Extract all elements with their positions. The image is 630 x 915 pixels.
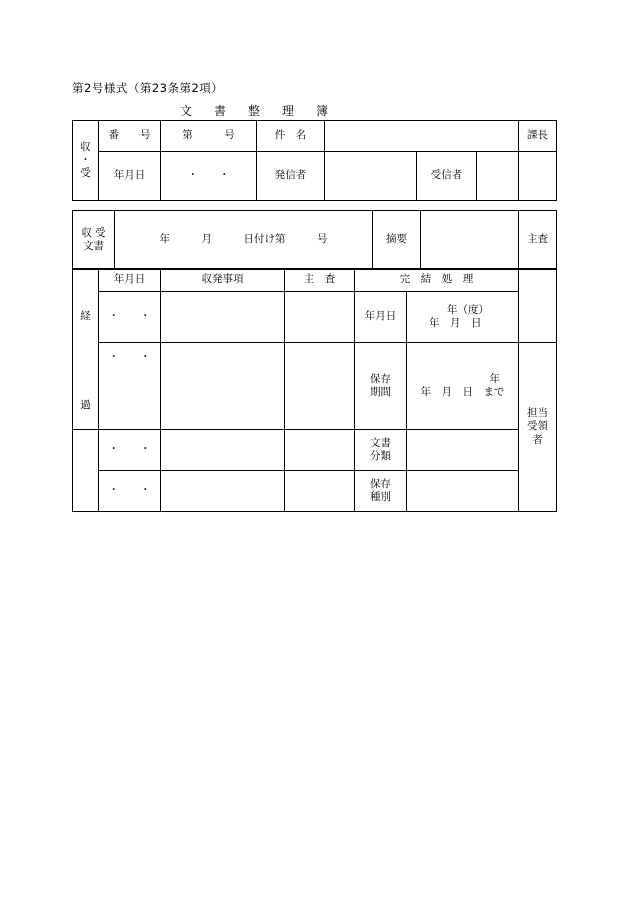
progress-row3-comp-value[interactable] [407, 430, 519, 471]
sender-value[interactable] [325, 152, 417, 201]
date-label: 年月日 [99, 152, 161, 201]
progress-row3-comp-label-line2: 分類 [370, 450, 391, 462]
progress-row2-comp-value-line2: 年 月 日 まで [420, 386, 505, 398]
progress-row2-matter[interactable] [161, 343, 285, 430]
progress-row2-inspector[interactable] [285, 343, 355, 430]
progress-row3-date[interactable]: ・ ・ [99, 430, 161, 471]
table-row [73, 471, 557, 512]
progress-row3-comp-label [355, 430, 407, 471]
progress-header-completion: 完 結 処 理 [355, 269, 519, 292]
progress-row1-matter[interactable] [161, 292, 285, 343]
header-number: 番 号 [99, 121, 161, 152]
progress-header-matter: 収発事項 [161, 269, 285, 292]
table-row [73, 292, 557, 343]
receipt-side-label-line1: 収 [80, 140, 91, 153]
inspector-label: 主査 [519, 211, 557, 270]
progress-table [72, 268, 557, 512]
summary-label: 摘要 [373, 211, 421, 270]
progress-side-label-line2: 過 [80, 399, 91, 412]
date-value[interactable]: ・ ・ [161, 152, 257, 201]
progress-row3-comp-label-line1: 文書 [370, 436, 391, 449]
summary-value[interactable] [421, 211, 519, 270]
progress-right-label [519, 343, 557, 512]
receipt-side-label-line2: ・ [80, 153, 91, 166]
progress-row1-comp-value-line2: 年 月 日 [429, 317, 482, 329]
progress-side-label-2 [73, 343, 99, 430]
progress-row2-comp-label [355, 343, 407, 430]
progress-row3-inspector[interactable] [285, 430, 355, 471]
progress-header-inspector: 主 査 [285, 269, 355, 292]
table-row [73, 430, 557, 471]
header-subject-value[interactable] [325, 121, 519, 152]
progress-right-label-line3: 者 [532, 433, 543, 446]
progress-header-date: 年月日 [99, 269, 161, 292]
progress-right-label-line1: 担当 [527, 407, 548, 420]
progress-side-label-top [73, 269, 99, 292]
progress-row4-comp-value[interactable] [407, 471, 519, 512]
document-title: 文 書 整 理 簿 [180, 104, 334, 118]
progress-row4-comp-label-line1: 保存 [370, 477, 391, 490]
progress-right-label-line2: 受領 [527, 420, 548, 433]
header-issue-number: 第 号 [161, 121, 257, 152]
received-doc-side-label-line1: 収 受 [81, 226, 106, 239]
form-number: 第2号様式（第23条第2項） [72, 81, 224, 95]
receipt-table [72, 120, 557, 201]
progress-header-right [519, 269, 557, 292]
received-doc-side-label-line2: 文書 [83, 240, 104, 252]
progress-side-label-1 [73, 292, 99, 343]
progress-row4-matter[interactable] [161, 471, 285, 512]
table-row [73, 269, 557, 292]
progress-row4-inspector[interactable] [285, 471, 355, 512]
received-document-table [72, 210, 557, 270]
progress-row4-date[interactable]: ・ ・ [99, 471, 161, 512]
header-subject: 件 名 [257, 121, 325, 152]
receipt-side-label-line3: 受 [80, 167, 91, 180]
progress-row1-date[interactable]: ・ ・ [99, 292, 161, 343]
table-row [73, 152, 557, 201]
progress-row1-comp-value-line1: 年（度） [447, 303, 489, 316]
received-doc-side-label [73, 211, 115, 270]
progress-side-label-3 [73, 430, 99, 471]
receiver-value[interactable] [477, 152, 519, 201]
progress-row2-comp-value[interactable] [407, 343, 519, 430]
progress-row2-comp-label-line1: 保存 [370, 372, 391, 385]
chief-value[interactable] [519, 152, 557, 201]
progress-row2-date[interactable]: ・ ・ [99, 343, 161, 430]
progress-side-label-line1: 経 [80, 310, 91, 323]
sender-label: 発信者 [257, 152, 325, 201]
table-row [73, 211, 557, 270]
progress-row1-right[interactable] [519, 292, 557, 343]
progress-row1-comp-value[interactable] [407, 292, 519, 343]
progress-row1-comp-label: 年月日 [355, 292, 407, 343]
header-chief: 課長 [519, 121, 557, 152]
table-row [73, 343, 557, 430]
progress-side-label-4 [73, 471, 99, 512]
progress-row4-comp-label [355, 471, 407, 512]
progress-row2-comp-value-line1: 年 [489, 372, 500, 385]
progress-row2-comp-label-line2: 期間 [370, 386, 391, 398]
received-doc-date-line[interactable]: 年 月 日付け第 号 [115, 211, 373, 270]
receipt-side-label [73, 121, 99, 201]
progress-row3-matter[interactable] [161, 430, 285, 471]
progress-row1-inspector[interactable] [285, 292, 355, 343]
table-row [73, 121, 557, 152]
progress-row4-comp-label-line2: 種別 [370, 491, 391, 503]
receiver-label: 受信者 [417, 152, 477, 201]
